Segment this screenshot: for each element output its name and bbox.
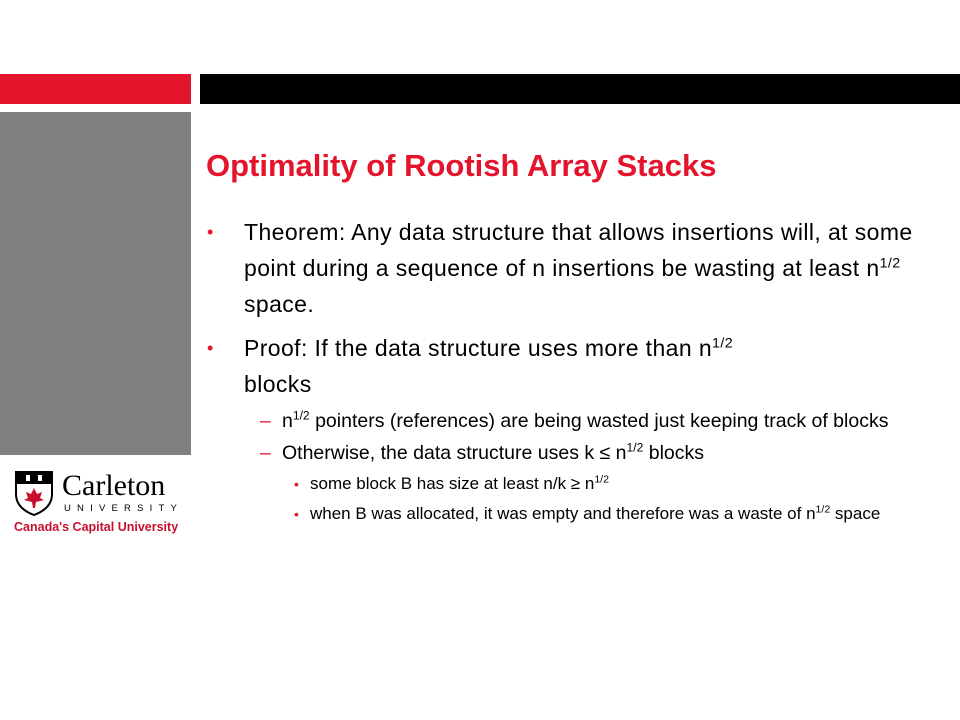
header-accent-bar xyxy=(0,74,191,104)
exponent: 1/2 xyxy=(815,503,831,516)
sub-sub-item-allocation xyxy=(206,502,936,526)
sub-item-text-mid: n xyxy=(610,442,627,464)
leq-symbol: ≤ xyxy=(599,442,611,464)
bullet-text: Theorem: Any data structure that allows insertions will, at some point during a sequence of n insertions be wasting at least n xyxy=(244,219,913,281)
slide-body xyxy=(206,214,936,526)
sub-item-pointers xyxy=(206,408,936,434)
bullet-marker: • xyxy=(207,338,214,358)
sub-sub-item-text-mid: n xyxy=(580,474,595,493)
sub-sub-item-block-size xyxy=(206,472,936,496)
bullet-text-end: blocks xyxy=(244,371,312,397)
sub-item-text-end: pointers (references) are being wasted just keeping track of blocks xyxy=(309,410,889,432)
side-panel xyxy=(0,112,191,455)
geq-symbol: ≥ xyxy=(570,474,581,493)
exponent: 1/2 xyxy=(879,255,901,272)
sub-sub-item-text: some block B has size at least n/k xyxy=(310,474,571,493)
dash-marker: – xyxy=(260,442,271,464)
bullet-marker: • xyxy=(294,506,299,522)
logo-tagline: Canada's Capital University xyxy=(14,520,179,534)
sub-item-text: Otherwise, the data structure uses k xyxy=(282,442,600,464)
bullet-text: Proof: If the data structure uses more than n xyxy=(244,335,713,361)
exponent: 1/2 xyxy=(626,440,644,455)
sub-sub-item-text: when B was allocated, it was empty and therefore was a waste of n xyxy=(310,504,816,523)
exponent: 1/2 xyxy=(292,408,310,423)
logo-subtitle: UNIVERSITY xyxy=(64,503,184,514)
dash-marker: – xyxy=(260,410,271,432)
bullet-marker: • xyxy=(207,222,214,242)
shield-crest-icon xyxy=(14,470,54,516)
sub-item-otherwise xyxy=(206,440,936,466)
header-black-bar xyxy=(200,74,960,104)
sub-sub-item-text-end: space xyxy=(830,504,881,523)
logo-name: Carleton xyxy=(62,469,166,502)
exponent: 1/2 xyxy=(594,473,609,486)
sub-item-text-end: blocks xyxy=(643,442,705,464)
bullet-theorem xyxy=(206,214,936,322)
bullet-marker: • xyxy=(294,476,299,492)
bullet-text-end: space. xyxy=(244,291,315,317)
bullet-proof xyxy=(206,330,936,402)
sub-item-text: n xyxy=(282,410,293,432)
slide-title: Optimality of Rootish Array Stacks xyxy=(206,148,717,183)
carleton-logo xyxy=(14,470,190,540)
exponent: 1/2 xyxy=(712,335,734,352)
